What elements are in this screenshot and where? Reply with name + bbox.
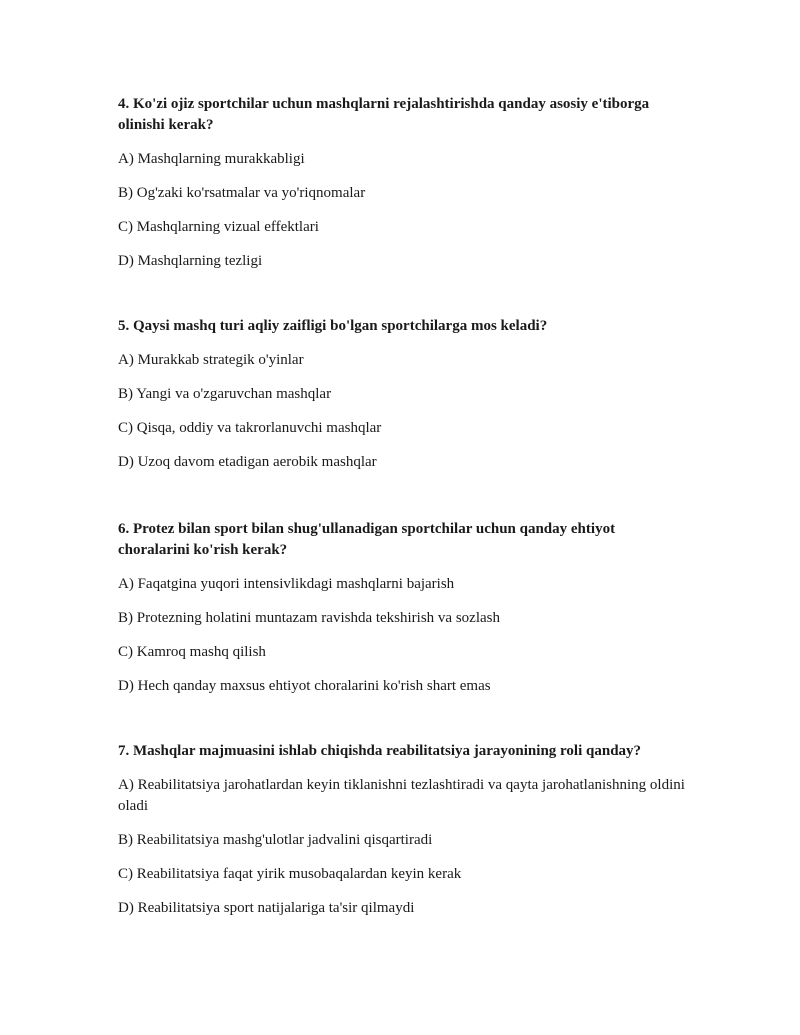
answer-option-b: B) Yangi va o'zgaruvchan mashqlar: [118, 386, 332, 402]
answer-option-c: C) Mashqlarning vizual effektlari: [118, 219, 319, 235]
answer-option-c: C) Reabilitatsiya faqat yirik musobaqalardan keyin kerak: [118, 866, 462, 882]
question-7: [118, 741, 688, 919]
question-title: 4. Ko'zi ojiz sportchilar uchun mashqlarni rejalashtirishda qanday asosiy e'tiborga olinishi kerak?: [118, 96, 650, 133]
answer-option-d: D) Hech qanday maxsus ehtiyot choralarini ko'rish shart emas: [118, 678, 491, 694]
answer-option-d: D) Uzoq davom etadigan aerobik mashqlar: [118, 454, 377, 470]
question-title: 7. Mashqlar majmuasini ishlab chiqishda reabilitatsiya jarayonining roli qanday?: [118, 743, 642, 759]
answer-option-c: C) Qisqa, oddiy va takrorlanuvchi mashqlar: [118, 420, 382, 436]
answer-option-a: A) Mashqlarning murakkabligi: [118, 151, 305, 167]
answer-option-a: A) Reabilitatsiya jarohatlardan keyin tiklanishni tezlashtiradi va qayta jarohatlanishning oldini oladi: [118, 777, 685, 814]
question-5: [118, 316, 688, 473]
answer-option-b: B) Reabilitatsiya mashg'ulotlar jadvalini qisqartiradi: [118, 832, 433, 848]
answer-option-d: D) Reabilitatsiya sport natijalariga ta'sir qilmaydi: [118, 900, 415, 916]
answer-option-a: A) Murakkab strategik o'yinlar: [118, 352, 304, 368]
answer-option-b: B) Protezning holatini muntazam ravishda tekshirish va sozlash: [118, 610, 501, 626]
question-6: [118, 519, 688, 697]
answer-option-a: A) Faqatgina yuqori intensivlikdagi mashqlarni bajarish: [118, 576, 455, 592]
answer-option-d: D) Mashqlarning tezligi: [118, 253, 263, 269]
question-4: [118, 94, 688, 272]
answer-option-c: C) Kamroq mashq qilish: [118, 644, 266, 660]
answer-option-b: B) Og'zaki ko'rsatmalar va yo'riqnomalar: [118, 185, 366, 201]
question-title: 6. Protez bilan sport bilan shug'ullanadigan sportchilar uchun qanday ehtiyot choralarini ko'rish kerak?: [118, 521, 616, 558]
question-title: 5. Qaysi mashq turi aqliy zaifligi bo'lgan sportchilarga mos keladi?: [118, 318, 548, 334]
